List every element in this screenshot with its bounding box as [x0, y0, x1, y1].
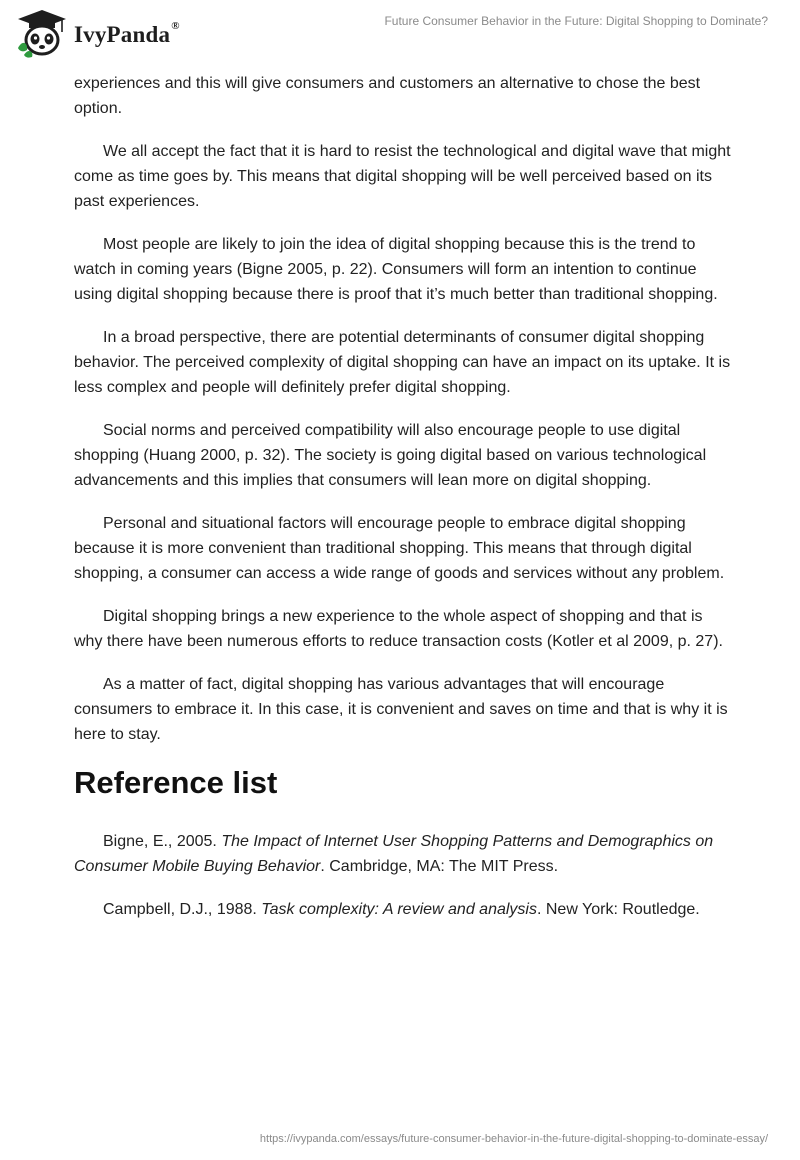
brand-name: IvyPanda®: [74, 20, 180, 47]
panda-graduate-icon: [14, 8, 70, 58]
paragraph: We all accept the fact that it is hard to resist the technological and digital wave that might come as time goes by. This means that digital shopping will be well perceived based on its past experiences.: [74, 143, 731, 210]
reference-list-heading: Reference list: [74, 765, 278, 800]
paragraph: Most people are likely to join the idea of digital shopping because this is the trend to watch in coming years (Bigne 2005, p. 22). Consumers will form an intention to continue using digital shopping because there is proof that it’s much better than traditional shopping.: [74, 236, 718, 303]
paragraph: Digital shopping brings a new experience to the whole aspect of shopping and that is why there have been numerous efforts to reduce transaction costs (Kotler et al 2009, p. 27).: [74, 608, 723, 650]
essay-body: [74, 71, 734, 940]
paragraph: As a matter of fact, digital shopping has various advantages that will encourage consumers to embrace it. In this case, it is convenient and saves on time and that is why it is here to stay.: [74, 676, 728, 743]
document-title: Future Consumer Behavior in the Future: Digital Shopping to Dominate?: [384, 14, 768, 28]
paragraph: Personal and situational factors will encourage people to embrace digital shopping because it is more convenient than traditional shopping. This means that through digital shopping, a consumer can access a wide range of goods and services without any problem.: [74, 515, 725, 582]
page-header: [0, 0, 800, 68]
paragraph: Social norms and perceived compatibility will also encourage people to use digital shopping (Huang 2000, p. 32). The society is going digital based on various technological advancements and this implies that consumers will lean more on digital shopping.: [74, 422, 707, 489]
reference-item: Campbell, D.J., 1988. Task complexity: A review and analysis. New York: Routledge.: [103, 901, 700, 918]
paragraph: experiences and this will give consumers and customers an alternative to chose the best option.: [74, 75, 701, 117]
reference-item: Bigne, E., 2005. The Impact of Internet User Shopping Patterns and Demographics on Consumer Mobile Buying Behavior. Cambridge, MA: The MIT Press.: [74, 833, 714, 875]
paragraph: In a broad perspective, there are potential determinants of consumer digital shopping behavior. The perceived complexity of digital shopping can have an impact on its uptake. It is less complex and people will definitely prefer digital shopping.: [74, 329, 731, 396]
source-url[interactable]: https://ivypanda.com/essays/future-consumer-behavior-in-the-future-digital-shopping-to-dominate-essay/: [259, 1133, 768, 1145]
ivypanda-logo[interactable]: [14, 8, 180, 58]
